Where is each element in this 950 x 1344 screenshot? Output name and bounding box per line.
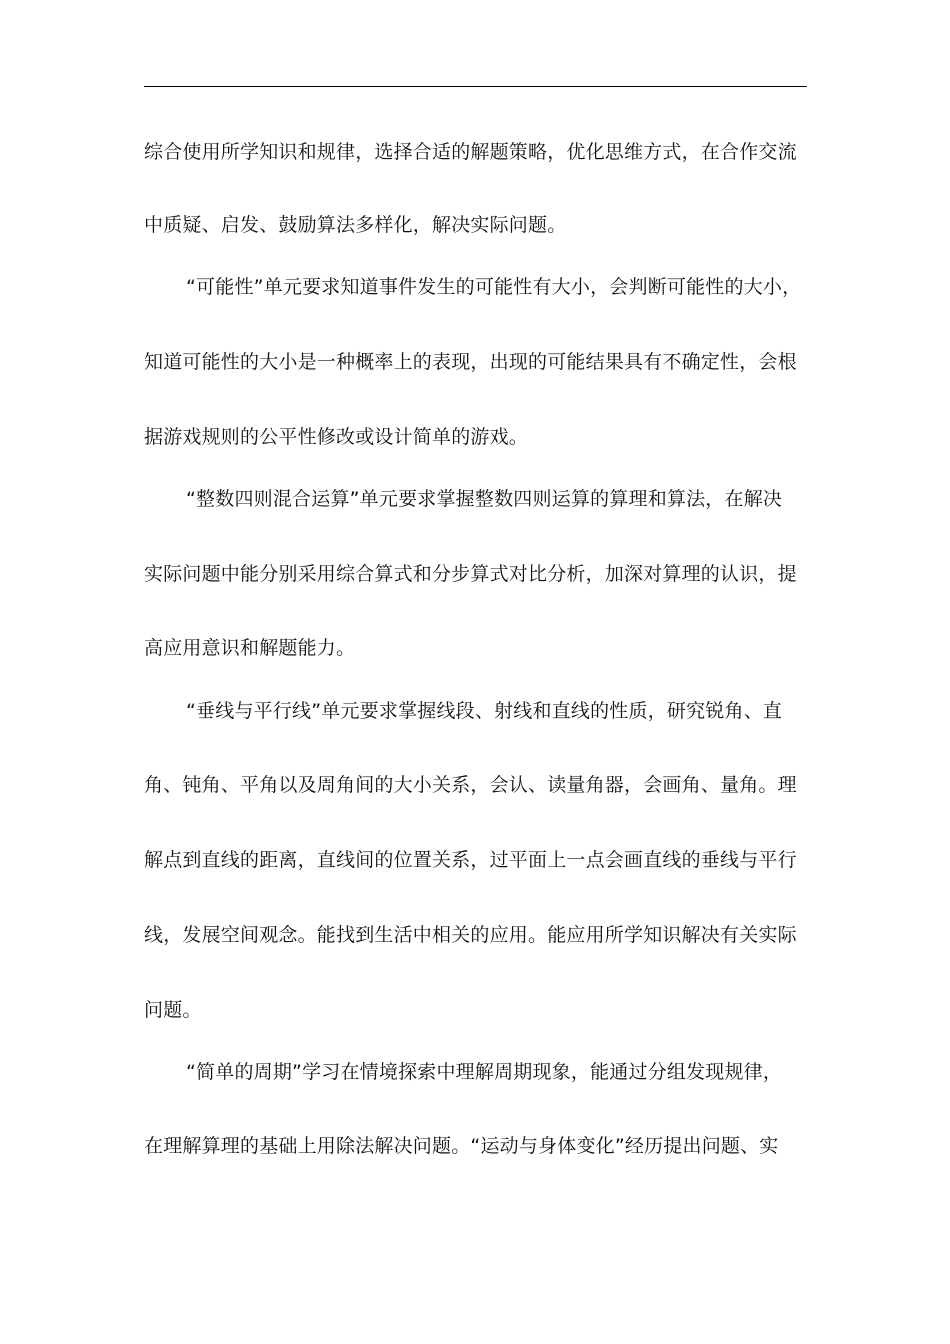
text-line: 在理解算理的基础上用除法解决问题。“运动与身体变化”经历提出问题、实 bbox=[144, 1135, 779, 1157]
text-line: 角、钝角、平角以及周角间的大小关系，会认、读量角器，会画角、量角。理 bbox=[144, 774, 797, 796]
header-rule bbox=[144, 86, 807, 87]
text-line: 据游戏规则的公平性修改或设计简单的游戏。 bbox=[144, 426, 529, 448]
text-line: 问题。 bbox=[144, 999, 202, 1021]
text-line: 综合使用所学知识和规律，选择合适的解题策略，优化思维方式，在合作交流 bbox=[144, 141, 797, 163]
text-line: 实际问题中能分别采用综合算式和分步算式对比分析，加深对算理的认识，提 bbox=[144, 563, 797, 585]
text-line: 高应用意识和解题能力。 bbox=[144, 637, 356, 659]
paragraph-start-line: “可能性”单元要求知道事件发生的可能性有大小，会判断可能性的大小， bbox=[186, 276, 802, 298]
paragraph-start-line: “整数四则混合运算”单元要求掌握整数四则运算的算理和算法，在解决 bbox=[186, 488, 783, 510]
paragraph-start-line: “垂线与平行线”单元要求掌握线段、射线和直线的性质，研究锐角、直 bbox=[186, 700, 783, 722]
text-line: 解点到直线的距离，直线间的位置关系，过平面上一点会画直线的垂线与平行 bbox=[144, 849, 797, 871]
text-line: 知道可能性的大小是一种概率上的表现，出现的可能结果具有不确定性，会根 bbox=[144, 351, 797, 373]
text-line: 中质疑、启发、鼓励算法多样化，解决实际问题。 bbox=[144, 214, 567, 236]
paragraph-start-line: “简单的周期”学习在情境探索中理解周期现象，能通过分组发现规律， bbox=[186, 1061, 783, 1083]
text-line: 线，发展空间观念。能找到生活中相关的应用。能应用所学知识解决有关实际 bbox=[144, 924, 797, 946]
